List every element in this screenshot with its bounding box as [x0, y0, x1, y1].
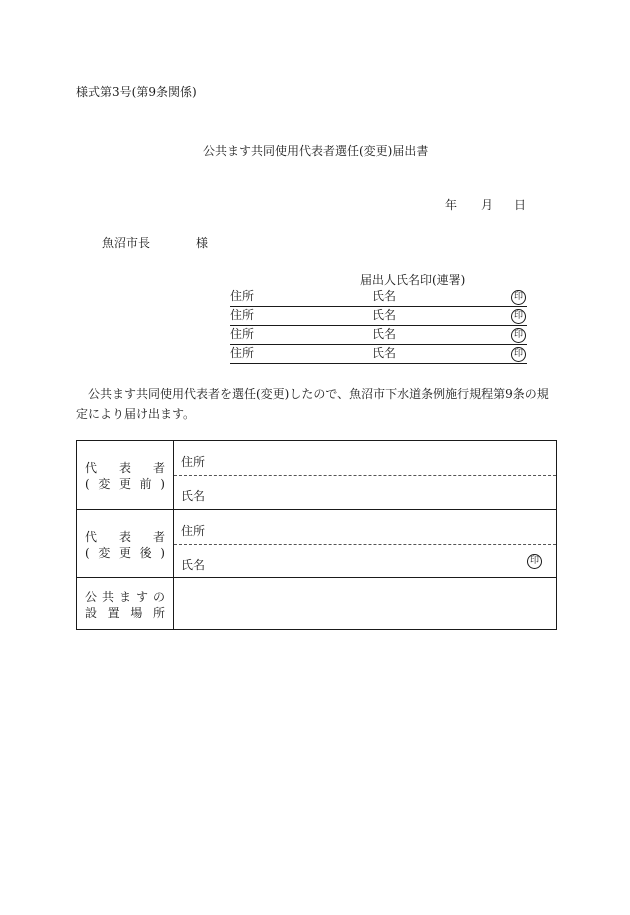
- label-cell-after: [77, 510, 174, 578]
- label-cell-before: [77, 441, 174, 509]
- seal-mark: 印: [511, 309, 526, 324]
- label-representative: [85, 462, 165, 474]
- value-cell-before: [174, 441, 556, 509]
- value-cell-after: [174, 510, 556, 578]
- signer-name-label: 氏名: [372, 346, 397, 360]
- signer-address-label: 住所: [230, 289, 255, 303]
- label-before-change: [85, 478, 165, 490]
- signer-row: [230, 287, 527, 307]
- label-char: 代: [85, 530, 98, 544]
- label-char: ま: [118, 590, 131, 604]
- label-char: 前: [139, 477, 152, 491]
- label-char: す: [135, 590, 148, 604]
- seal-mark: 印: [511, 328, 526, 343]
- date-day: 日: [514, 198, 527, 212]
- label-char: 所: [152, 606, 165, 620]
- label-public-basin: [85, 591, 165, 603]
- label-cell-location: [77, 578, 174, 630]
- label-char: ): [160, 546, 165, 560]
- label-char: 変: [98, 477, 111, 491]
- signer-address-label: 住所: [230, 346, 255, 360]
- row-after-change: [77, 509, 556, 578]
- label-char: 置: [107, 606, 120, 620]
- seal-mark: 印: [511, 347, 526, 362]
- declaration-text: [76, 384, 560, 424]
- label-char: 公: [85, 590, 98, 604]
- label-char: 設: [85, 606, 98, 620]
- label-char: (: [85, 477, 90, 491]
- date-month: 月: [481, 198, 494, 212]
- label-char: 者: [152, 461, 165, 475]
- form-number: 様式第3号(第9条関係): [76, 85, 197, 99]
- label-char: 共: [101, 590, 114, 604]
- declaration-body: 公共ます共同使用代表者を選任(変更)したので、魚沼市下水道条例施行規程第9条の規定により届け出ます。: [76, 387, 549, 421]
- signers-heading: 届出人氏名印(連署): [360, 273, 466, 287]
- seal-mark: 印: [527, 554, 542, 569]
- addressee-honorific: 様: [196, 236, 209, 250]
- name-field-before[interactable]: [174, 475, 556, 509]
- label-char: 場: [130, 606, 143, 620]
- label-char: 後: [139, 546, 152, 560]
- address-label: 住所: [181, 455, 206, 469]
- date-year: 年: [445, 198, 458, 212]
- name-label: 氏名: [181, 489, 206, 503]
- label-representative: [85, 531, 165, 543]
- signer-row: [230, 325, 527, 345]
- page-title: 公共ます共同使用代表者選任(変更)届出書: [203, 144, 429, 158]
- name-field-after[interactable]: [174, 544, 556, 578]
- location-field[interactable]: [174, 578, 556, 630]
- label-char: 代: [85, 461, 98, 475]
- row-location: [77, 577, 556, 630]
- signer-name-label: 氏名: [372, 327, 397, 341]
- label-char: 表: [118, 461, 131, 475]
- seal-mark: 印: [511, 290, 526, 305]
- addressee-name: 魚沼市長: [102, 236, 151, 250]
- label-after-change: [85, 547, 165, 559]
- address-field-after[interactable]: [174, 510, 556, 545]
- label-char: の: [152, 590, 165, 604]
- label-install-location: [85, 607, 165, 619]
- row-before-change: [77, 441, 556, 509]
- address-field-before[interactable]: [174, 441, 556, 476]
- label-char: 者: [152, 530, 165, 544]
- signer-name-label: 氏名: [372, 289, 397, 303]
- signer-address-label: 住所: [230, 308, 255, 322]
- signer-row: [230, 306, 527, 326]
- label-char: 変: [98, 546, 111, 560]
- label-char: (: [85, 546, 90, 560]
- signer-address-label: 住所: [230, 327, 255, 341]
- label-char: 更: [118, 477, 131, 491]
- name-label: 氏名: [181, 558, 206, 572]
- address-label: 住所: [181, 524, 206, 538]
- label-char: ): [160, 477, 165, 491]
- representative-table: [76, 440, 557, 630]
- signer-row: [230, 344, 527, 364]
- label-char: 更: [118, 546, 131, 560]
- label-char: 表: [118, 530, 131, 544]
- signer-name-label: 氏名: [372, 308, 397, 322]
